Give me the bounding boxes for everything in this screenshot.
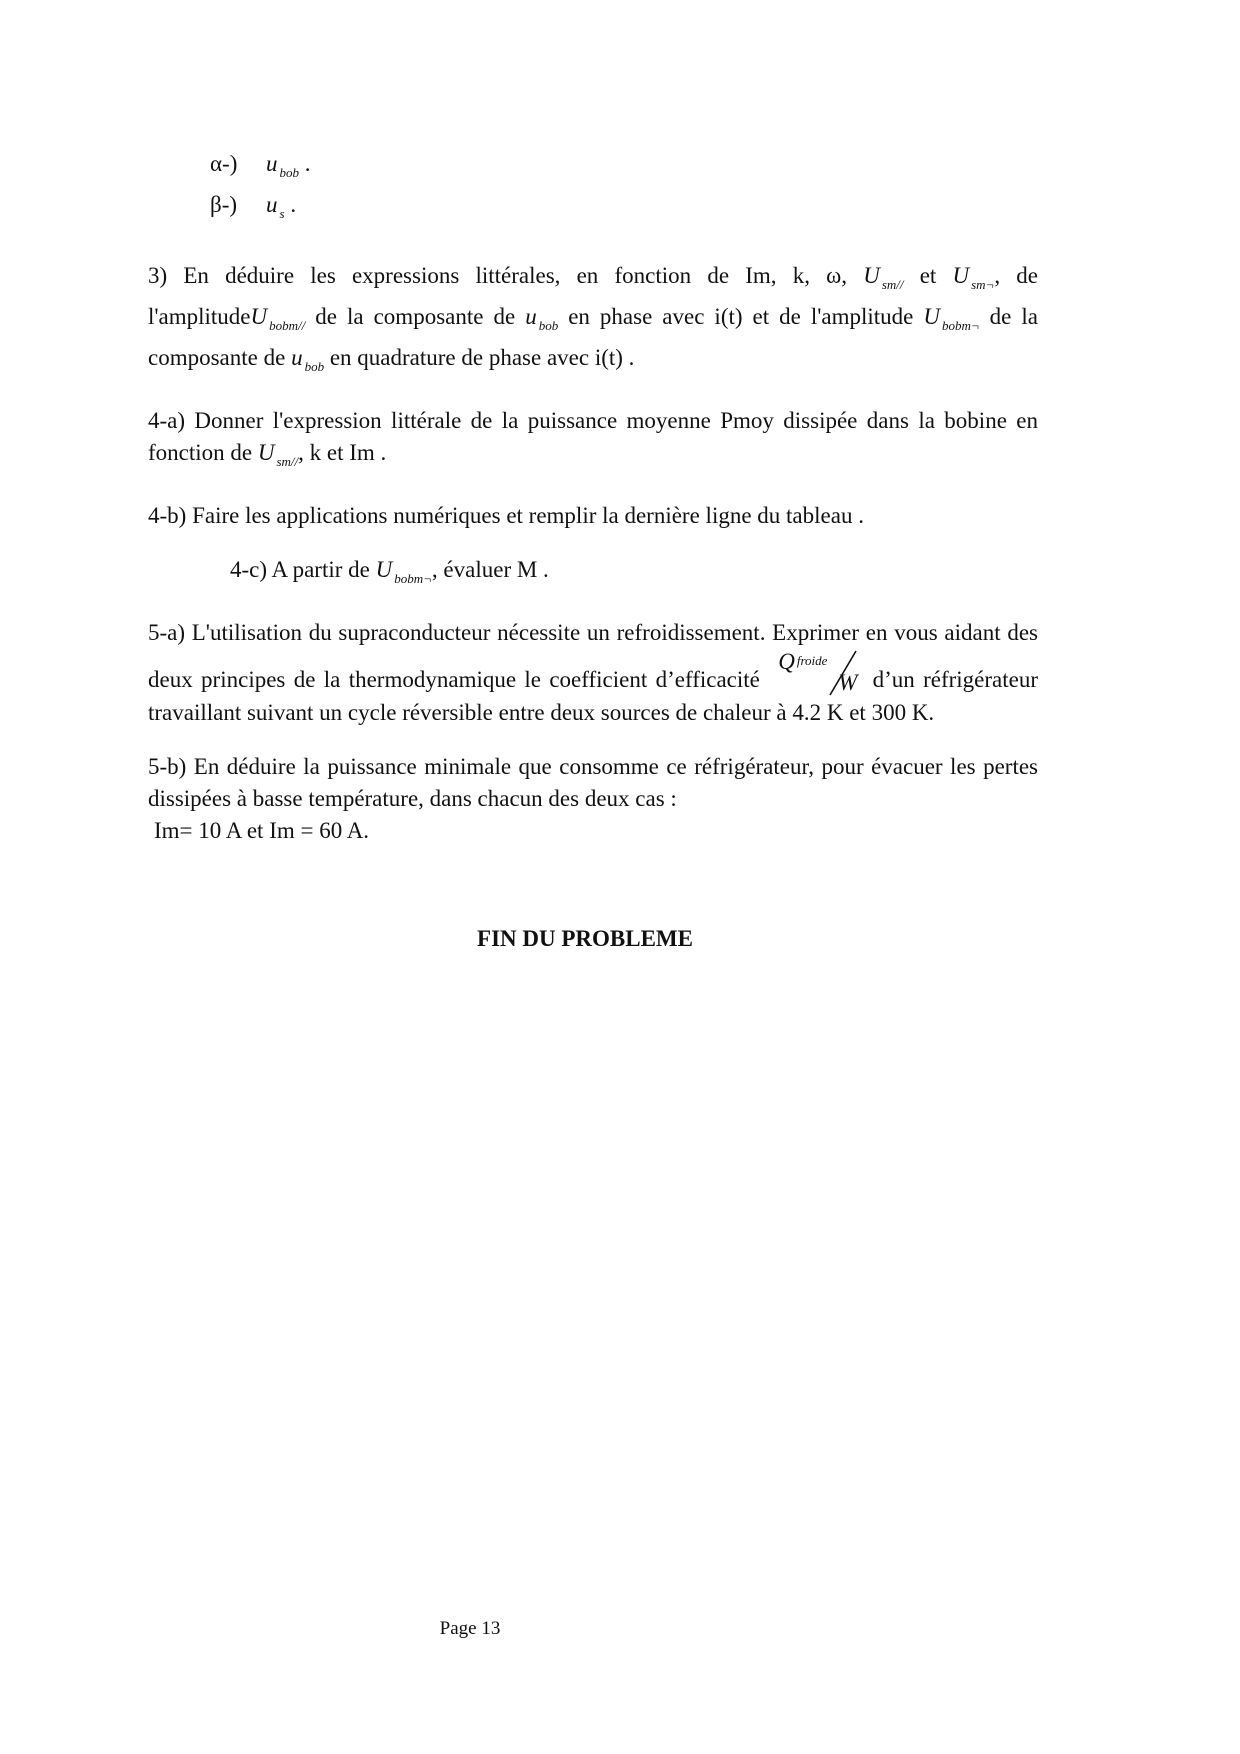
subscript: bobm¬ bbox=[394, 571, 432, 586]
var: u bbox=[291, 345, 303, 370]
end-title: FIN DU PROBLEME bbox=[477, 926, 693, 951]
text: 5-a) L'utilisation du supraconducteur nécessite un refroidissement. Exprimer en vous aidant des deux principes de la thermodynamique le coefficient d’efficacité bbox=[148, 620, 1038, 692]
var: U bbox=[863, 263, 880, 288]
text: en quadrature de phase avec i(t) . bbox=[324, 345, 635, 370]
question-3 bbox=[148, 260, 1038, 383]
question-4b: 4-b) Faire les applications numériques et remplir la dernière ligne du tableau . bbox=[148, 503, 864, 528]
subscript: sm¬ bbox=[971, 277, 995, 292]
text: 4-a) Donner l'expression littérale de la puissance moyenne Pmoy dissipée dans la bobine en fonction de bbox=[148, 408, 1038, 465]
fraction-numerator bbox=[778, 649, 827, 674]
subscript: froide bbox=[796, 653, 828, 668]
var: U bbox=[923, 304, 940, 329]
text: en phase avec i(t) et de l'amplitude bbox=[558, 304, 924, 329]
item-beta-label: β-) bbox=[210, 192, 238, 217]
fraction-denominator: W bbox=[838, 670, 858, 695]
text: de la composante de bbox=[148, 304, 1038, 370]
question-5b-cases: Im= 10 A et Im = 60 A. bbox=[154, 818, 370, 843]
text: 4-c) A partir de bbox=[230, 557, 376, 582]
text: , évaluer M . bbox=[431, 557, 549, 582]
var: U bbox=[250, 304, 268, 329]
text: de la composante de bbox=[305, 304, 526, 329]
var: U bbox=[257, 440, 275, 465]
question-4c bbox=[148, 554, 1038, 595]
text: d’un réfrigérateur travaillant suivant un cycle réversible entre deux sources de chaleur à 4.2 K et 300 K. bbox=[148, 667, 1038, 725]
subscript: bob bbox=[279, 165, 299, 180]
item-beta bbox=[148, 189, 1038, 230]
efficiency-fraction bbox=[774, 649, 864, 697]
subscript: bob bbox=[304, 359, 325, 374]
var: U bbox=[952, 263, 970, 288]
var-u: u bbox=[266, 192, 278, 217]
text: , k et Im . bbox=[298, 440, 387, 465]
var: U bbox=[375, 557, 393, 582]
text: 3) En déduire les expressions littérales, en fonction de Im, k, ω, bbox=[148, 263, 864, 288]
var-u: u bbox=[266, 151, 278, 176]
var-q: Q bbox=[778, 649, 795, 674]
item-end: . bbox=[299, 151, 311, 176]
subscript: sm// bbox=[276, 454, 299, 469]
item-alpha bbox=[148, 148, 1038, 189]
item-end: . bbox=[284, 192, 297, 217]
item-alpha-label: α-) bbox=[210, 151, 238, 176]
var: u bbox=[525, 304, 537, 329]
page-content bbox=[148, 148, 1038, 847]
question-5a bbox=[148, 617, 1038, 729]
subscript: bobm¬ bbox=[942, 318, 980, 333]
subscript: sm// bbox=[881, 277, 904, 292]
question-5b: 5-b) En déduire la puissance minimale que consomme ce réfrigérateur, pour évacuer les pertes dissipées à basse température, dans chacun des deux cas : bbox=[148, 754, 1038, 811]
text: , de l'amplitude bbox=[148, 263, 1039, 329]
text: et bbox=[903, 263, 953, 288]
page-number: Page 13 bbox=[439, 1618, 501, 1639]
subscript: s bbox=[279, 206, 285, 221]
question-4a bbox=[148, 405, 1038, 478]
subscript: bob bbox=[538, 318, 559, 333]
subscript: bobm// bbox=[269, 318, 306, 333]
